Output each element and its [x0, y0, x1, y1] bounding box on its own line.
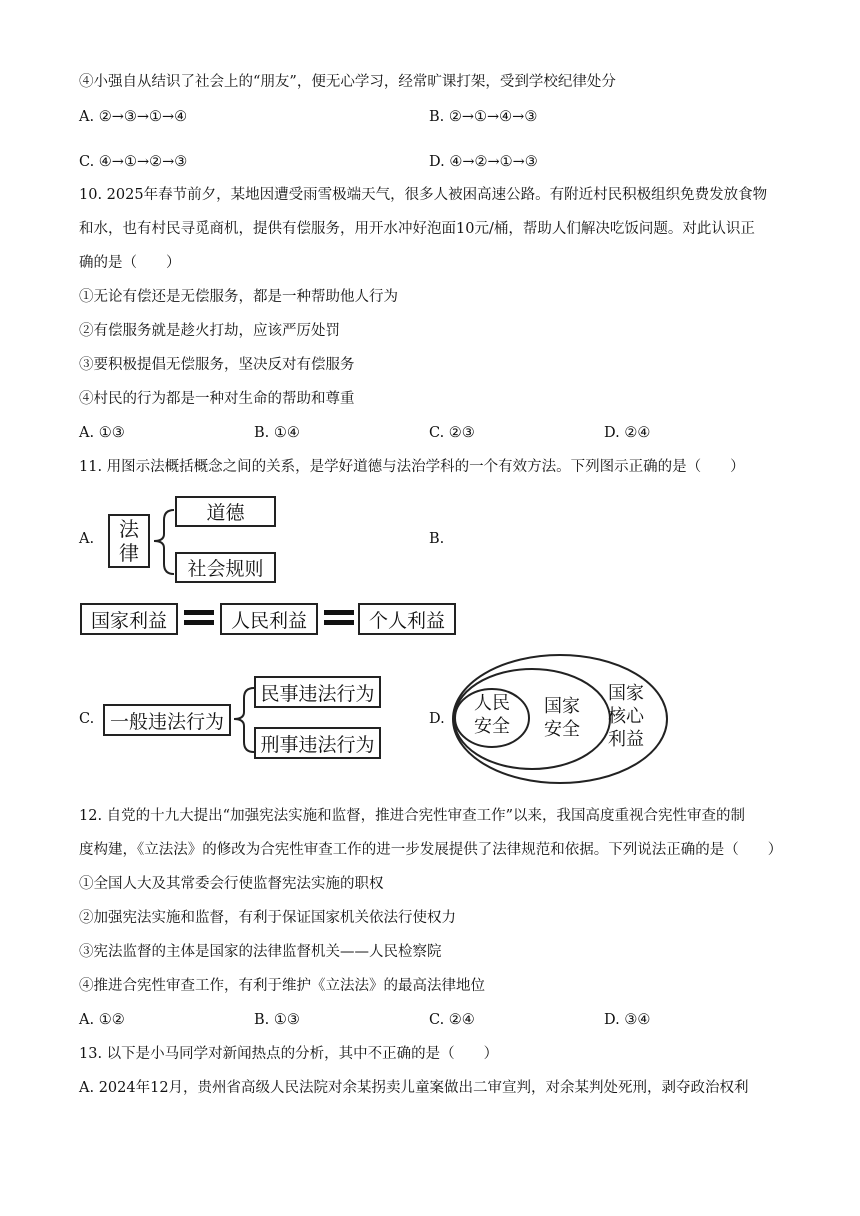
q11-c-general-violation-box: 一般违法行为 [103, 704, 231, 736]
q11-d-core-interest-line2: 核心 [608, 706, 644, 727]
q12-option-b[interactable]: B. ①③ [254, 1012, 300, 1028]
q11-a-law-box [108, 514, 150, 568]
q11-b-equals-2 [324, 610, 354, 628]
q10-stem-line1: 10. 2025年春节前夕，某地因遭受雨雪极端天气，很多人被困高速公路。有附近村民积极组织免费发放食物 [79, 187, 768, 203]
q11-option-a-label[interactable]: A. [79, 531, 95, 547]
q9-option-a[interactable]: A. ②→③→①→④ [79, 109, 188, 125]
q11-a-social-rules-box: 社会规则 [175, 552, 276, 583]
q12-item-3: ③宪法监督的主体是国家的法律监督机关——人民检察院 [79, 944, 442, 960]
q11-d-people-security [463, 692, 521, 738]
q11-c-civil-violation-box: 民事违法行为 [254, 676, 381, 708]
q12-stem-line1: 12. 自党的十九大提出“加强宪法实施和监督，推进合宪性审查工作”以来，我国高度重视合宪性审查的制 [79, 808, 745, 824]
q12-stem-line2: 度构建，《立法法》的修改为合宪性审查工作的进一步发展提供了法律规范和依据。下列说法正确的是（ ） [79, 842, 783, 858]
q11-b-personal-interest-box: 个人利益 [358, 603, 456, 635]
q11-d-core-interest-line3: 利益 [608, 729, 644, 750]
q13-option-a[interactable]: A. 2024年12月，贵州省高级人民法院对余某拐卖儿童案做出二审宣判，对余某判处死刑，剥夺政治权利 [79, 1080, 749, 1096]
q12-option-c[interactable]: C. ②④ [429, 1012, 475, 1028]
q12-item-1: ①全国人大及其常委会行使监督宪法实施的职权 [79, 876, 384, 892]
q9-option-d[interactable]: D. ④→②→①→③ [429, 154, 538, 170]
q11-d-national-security-line1: 国家 [544, 696, 580, 717]
q10-option-b[interactable]: B. ①④ [254, 425, 300, 441]
q12-option-a[interactable]: A. ①② [79, 1012, 125, 1028]
q10-item-4: ④村民的行为都是一种对生命的帮助和尊重 [79, 391, 355, 407]
q11-option-c-label[interactable]: C. [79, 711, 95, 727]
q11-b-people-interest-box: 人民利益 [220, 603, 318, 635]
q9-option-c[interactable]: C. ④→①→②→③ [79, 154, 188, 170]
q10-stem-line2: 和水，也有村民寻觅商机，提供有偿服务，用开水冲好泡面10元/桶，帮助人们解决吃饭问题。对此认识正 [79, 221, 755, 237]
q11-d-core-interest-line1: 国家 [608, 683, 644, 704]
q11-b-national-interest-box: 国家利益 [80, 603, 178, 635]
q10-option-a[interactable]: A. ①③ [79, 425, 125, 441]
q11-d-people-security-line2: 安全 [474, 716, 510, 737]
q11-c-criminal-violation-box: 刑事违法行为 [254, 727, 381, 759]
q9-option-b[interactable]: B. ②→①→④→③ [429, 109, 538, 125]
q11-a-morality-box: 道德 [175, 496, 276, 527]
q12-item-4: ④推进合宪性审查工作，有利于维护《立法法》的最高法律地位 [79, 978, 485, 994]
q11-stem: 11. 用图示法概括概念之间的关系，是学好道德与法治学科的一个有效方法。下列图示正确的是（ ） [79, 459, 745, 475]
q11-a-law-char1: 法 [119, 517, 139, 541]
q10-item-3: ③要积极提倡无偿服务，坚决反对有偿服务 [79, 357, 355, 373]
q10-option-c[interactable]: C. ②③ [429, 425, 475, 441]
q10-stem-line3: 确的是（ ） [79, 255, 181, 271]
q11-d-people-security-line1: 人民 [474, 693, 510, 714]
q9-item-4: ④小强自从结识了社会上的“朋友”，便无心学习，经常旷课打架，受到学校纪律处分 [79, 74, 616, 90]
q12-item-2: ②加强宪法实施和监督，有利于保证国家机关依法行使权力 [79, 910, 456, 926]
q11-a-law-char2: 律 [119, 541, 139, 565]
q10-item-1: ①无论有偿还是无偿服务，都是一种帮助他人行为 [79, 289, 398, 305]
q11-option-d-label[interactable]: D. [429, 711, 445, 727]
q13-stem: 13. 以下是小马同学对新闻热点的分析，其中不正确的是（ ） [79, 1046, 499, 1062]
q12-option-d[interactable]: D. ③④ [604, 1012, 651, 1028]
q11-d-core-interest [598, 682, 654, 751]
q11-d-national-security-line2: 安全 [544, 719, 580, 740]
q11-d-national-security [534, 695, 590, 741]
q11-option-b-label[interactable]: B. [429, 531, 445, 547]
q10-item-2: ②有偿服务就是趁火打劫，应该严厉处罚 [79, 323, 340, 339]
q10-option-d[interactable]: D. ②④ [604, 425, 651, 441]
q11-b-equals-1 [184, 610, 214, 628]
